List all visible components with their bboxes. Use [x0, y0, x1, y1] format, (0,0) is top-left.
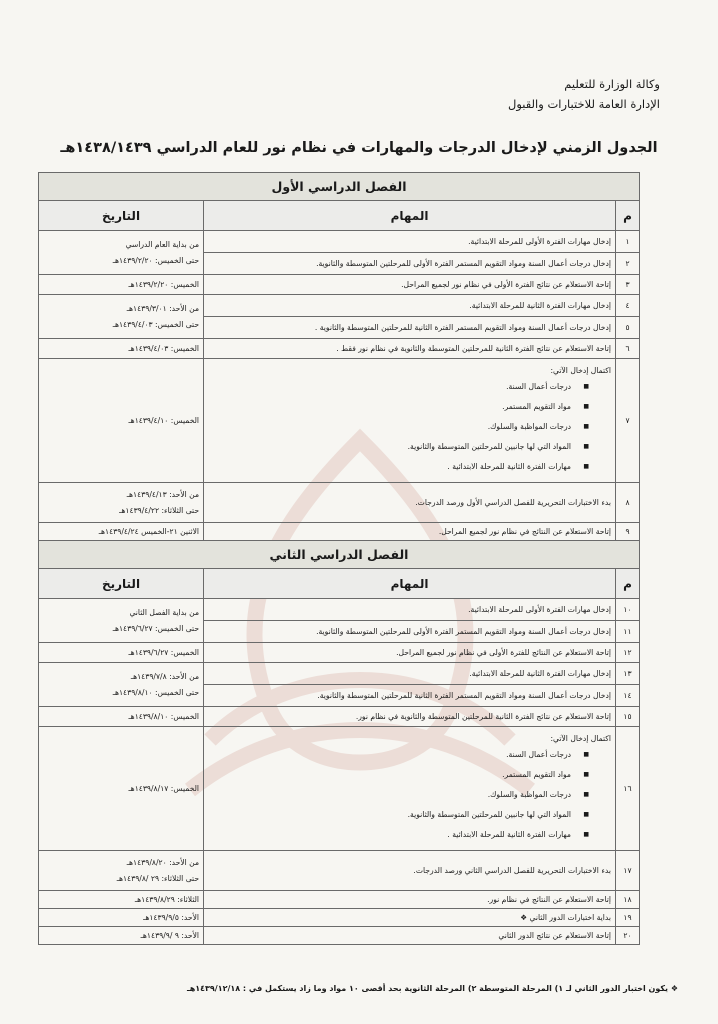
- agency-name: وكالة الوزارة للتعليم: [564, 77, 660, 91]
- row-number: ١٦: [616, 727, 640, 851]
- table-row: [39, 663, 640, 685]
- row-task: إتاحة الاستعلام عن النتائج في نظام نور.: [204, 891, 616, 909]
- row-task-list: [204, 727, 616, 851]
- table-row: [39, 295, 640, 317]
- row-number: ٩: [616, 523, 640, 541]
- list-item: ■ مهارات الفترة الثانية للمرحلة الابتدائية .: [208, 825, 611, 845]
- row-task: إتاحة الاستعلام عن نتائج الدور الثاني: [204, 927, 616, 945]
- row-number: ١٨: [616, 891, 640, 909]
- semester-1-title: الفصل الدراسي الأول: [39, 173, 640, 201]
- row-task: بدء الاختبارات التحريرية للفصل الدراسي الثاني ورصد الدرجات.: [204, 851, 616, 891]
- row-date: الخميس: ١٤٣٩/٨/١٠هـ: [39, 707, 204, 727]
- row-date: من الأحد: ١٤٣٩/٤/١٣هـ حتى الثلاثاء: ١٤٣٩/٤/٢٢هـ: [39, 483, 204, 523]
- list-item: ■ مواد التقويم المستمر.: [208, 765, 611, 785]
- row-number: ٤: [616, 295, 640, 317]
- semester-2-title: الفصل الدراسي الثاني: [39, 541, 640, 569]
- row-task: إتاحة الاستعلام عن نتائج الفترة الثانية للمرحلتين المتوسطة والثانوية في نظام نور.: [204, 707, 616, 727]
- row-task: إدخال درجات أعمال السنة ومواد التقويم المستمر الفترة الثانية للمرحلتين المتوسطة والثانوية.: [204, 685, 616, 707]
- list-item: ■ المواد التي لها جانبين للمرحلتين المتوسطة والثانوية.: [208, 437, 611, 457]
- table-row: [39, 891, 640, 909]
- col-num-header: م: [616, 569, 640, 599]
- row-number: ١٢: [616, 643, 640, 663]
- row-task: إتاحة الاستعلام عن نتائج الفترة الأولى في نظام نور لجميع المراحل.: [204, 275, 616, 295]
- row-date: الخميس: ١٤٣٩/٤/١٠هـ: [39, 359, 204, 483]
- row-date: من بداية العام الدراسي حتى الخميس: ١٤٣٩/٢/٢٠هـ: [39, 231, 204, 275]
- row-task: إدخال مهارات الفترة الأولى للمرحلة الابتدائية.: [204, 231, 616, 253]
- row-date: الخميس: ١٤٣٩/٤/٠٣هـ: [39, 339, 204, 359]
- table-row: [39, 851, 640, 891]
- row-number: ١٩: [616, 909, 640, 927]
- table-row: [39, 643, 640, 663]
- row-date: الأحد: ١٤٣٩/٩/٥هـ: [39, 909, 204, 927]
- row-date: الأحد: ٩ /١٤٣٩/٩هـ: [39, 927, 204, 945]
- row-number: ١٤: [616, 685, 640, 707]
- row-number: ١٠: [616, 599, 640, 621]
- list-intro: اكتمال إدخال الآتي:: [550, 733, 611, 743]
- row-task: إدخال درجات أعمال السنة ومواد التقويم المستمر الفترة الأولى للمرحلتين المتوسطة والثانوية.: [204, 253, 616, 275]
- list-item: ■ مهارات الفترة الثانية للمرحلة الابتدائية .: [208, 457, 611, 477]
- row-task: إدخال درجات أعمال السنة ومواد التقويم المستمر الفترة الثانية للمرحلتين المتوسطة والثانوية .: [204, 317, 616, 339]
- list-item: ■ درجات أعمال السنة.: [208, 745, 611, 765]
- semester-1-title-row: [39, 173, 640, 201]
- row-number: ٦: [616, 339, 640, 359]
- row-number: ٢: [616, 253, 640, 275]
- list-item: ■ درجات أعمال السنة.: [208, 377, 611, 397]
- row-task: إتاحة الاستعلام عن النتائج في نظام نور لجميع المراحل.: [204, 523, 616, 541]
- department-name: الإدارة العامة للاختبارات والقبول: [507, 97, 660, 111]
- row-date: من بداية الفصل الثاني حتى الخميس: ١٤٣٩/٦/٢٧هـ: [39, 599, 204, 643]
- organization-header: [508, 74, 660, 114]
- table-row: [39, 599, 640, 621]
- row-task: إتاحة الاستعلام عن نتائج الفترة الثانية للمرحلتين المتوسطة والثانوية في نظام نور فقط .: [204, 339, 616, 359]
- table-row: [39, 231, 640, 253]
- row-number: ١٥: [616, 707, 640, 727]
- schedule-table: [38, 172, 640, 945]
- table-row: [39, 909, 640, 927]
- row-task: إدخال درجات أعمال السنة ومواد التقويم المستمر الفترة الأولى للمرحلتين المتوسطة والثانوية.: [204, 621, 616, 643]
- table-row: [39, 927, 640, 945]
- row-date: الاثنين ٢١-الخميس ١٤٣٩/٤/٢٤هـ: [39, 523, 204, 541]
- row-number: ٣: [616, 275, 640, 295]
- table-row: [39, 359, 640, 483]
- table-row: [39, 339, 640, 359]
- row-task: بدء الاختبارات التحريرية للفصل الدراسي الأول ورصد الدرجات.: [204, 483, 616, 523]
- row-date: الثلاثاء: ١٤٣٩/٨/٢٩هـ: [39, 891, 204, 909]
- list-intro: اكتمال إدخال الآتي:: [550, 365, 611, 375]
- row-task: إدخال مهارات الفترة الثانية للمرحلة الابتدائية.: [204, 663, 616, 685]
- row-task: إدخال مهارات الفترة الأولى للمرحلة الابتدائية.: [204, 599, 616, 621]
- row-number: ٧: [616, 359, 640, 483]
- list-item: ■ درجات المواظبة والسلوك.: [208, 417, 611, 437]
- row-task: إدخال مهارات الفترة الثانية للمرحلة الابتدائية.: [204, 295, 616, 317]
- row-task: إتاحة الاستعلام عن النتائج للفترة الأولى في نظام نور لجميع المراحل.: [204, 643, 616, 663]
- col-tasks-header: المهام: [204, 569, 616, 599]
- row-number: ١١: [616, 621, 640, 643]
- row-date: من الأحد: ١٤٣٩/٣/٠١هـ حتى الخميس: ١٤٣٩/٤/٠٣هـ: [39, 295, 204, 339]
- list-item: ■ مواد التقويم المستمر.: [208, 397, 611, 417]
- row-number: ١٧: [616, 851, 640, 891]
- column-header-row: [39, 569, 640, 599]
- row-number: ١٣: [616, 663, 640, 685]
- col-tasks-header: المهام: [204, 201, 616, 231]
- row-number: ٢٠: [616, 927, 640, 945]
- row-task: بداية اختبارات الدور الثاني ❖: [204, 909, 616, 927]
- row-date: من الأحد: ١٤٣٩/٧/٨هـ حتى الخميس: ١٤٣٩/٨/١٠هـ: [39, 663, 204, 707]
- column-header-row: [39, 201, 640, 231]
- list-item: ■ المواد التي لها جانبين للمرحلتين المتوسطة والثانوية.: [208, 805, 611, 825]
- row-task-list: [204, 359, 616, 483]
- table-row: [39, 275, 640, 295]
- table-row: [39, 707, 640, 727]
- row-number: ٥: [616, 317, 640, 339]
- row-date: الخميس: ١٤٣٩/٢/٢٠هـ: [39, 275, 204, 295]
- table-row: [39, 523, 640, 541]
- page-title: الجدول الزمني لإدخال الدرجات والمهارات في نظام نور للعام الدراسي ١٤٣٨/١٤٣٩هـ: [60, 140, 658, 156]
- list-item: ■ درجات المواظبة والسلوك.: [208, 785, 611, 805]
- col-date-header: التاريخ: [39, 569, 204, 599]
- col-date-header: التاريخ: [39, 201, 204, 231]
- row-date: من الأحد: ١٤٣٩/٨/٢٠هـ حتى الثلاثاء: ٢٩ /١٤٣٩/٨هـ: [39, 851, 204, 891]
- table-row: [39, 727, 640, 851]
- col-num-header: م: [616, 201, 640, 231]
- row-number: ١: [616, 231, 640, 253]
- row-date: الخميس: ١٤٣٩/٨/١٧هـ: [39, 727, 204, 851]
- semester-2-title-row: [39, 541, 640, 569]
- footnote: ❖ يكون اختبار الدور الثاني لـ ١) المرحلة المتوسطة ٢) المرحلة الثانوية بحد أقصى ١٠ مواد وما زاد يستكمل في : ١٤٣٩/١٢/١٨هـ: [186, 984, 678, 993]
- row-number: ٨: [616, 483, 640, 523]
- table-row: [39, 483, 640, 523]
- row-date: الخميس: ١٤٣٩/٦/٢٧هـ: [39, 643, 204, 663]
